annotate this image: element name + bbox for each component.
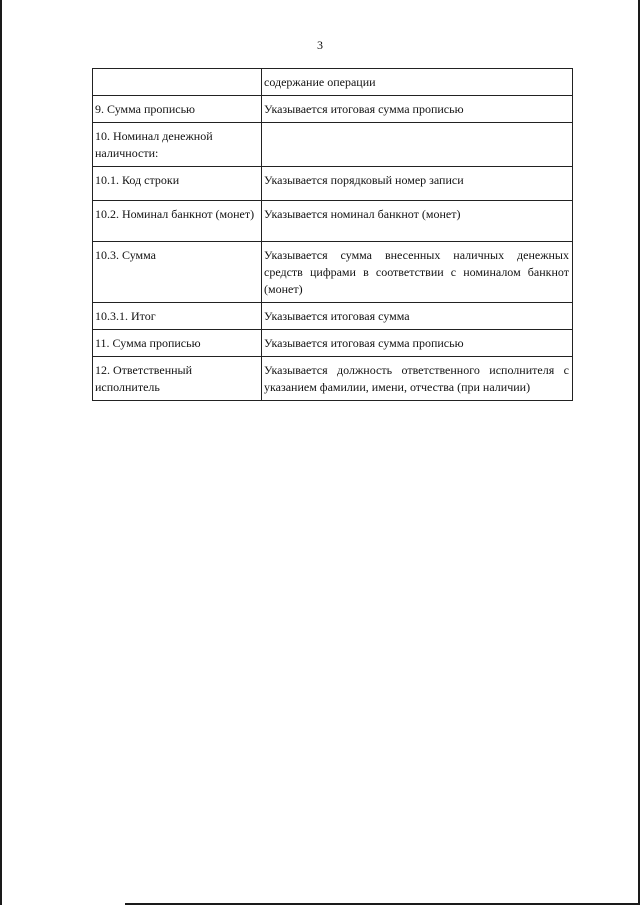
field-description-cell: Указывается итоговая сумма прописью [262, 330, 573, 357]
field-name-cell: 10.2. Номинал банкнот (монет) [93, 201, 262, 242]
table-row [93, 303, 573, 330]
field-description-cell: Указывается порядковый номер записи [262, 167, 573, 201]
table-row [93, 201, 573, 242]
table-row [93, 242, 573, 303]
fields-table [92, 68, 573, 401]
field-name-cell: 10.3.1. Итог [93, 303, 262, 330]
field-description-cell: Указывается номинал банкнот (монет) [262, 201, 573, 242]
table-row [93, 330, 573, 357]
field-description-cell: Указывается итоговая сумма прописью [262, 96, 573, 123]
table-row [93, 357, 573, 401]
scan-edge-left [0, 0, 2, 905]
field-description-cell: Указывается итоговая сумма [262, 303, 573, 330]
table-row [93, 167, 573, 201]
field-name-cell: 9. Сумма прописью [93, 96, 262, 123]
page-number: 3 [317, 38, 323, 52]
table-row [93, 123, 573, 167]
field-name-cell: 10.1. Код строки [93, 167, 262, 201]
field-name-cell [93, 69, 262, 96]
field-description-cell [262, 123, 573, 167]
field-description-cell: содержание операции [262, 69, 573, 96]
field-name-cell: 11. Сумма прописью [93, 330, 262, 357]
field-description-cell: Указывается должность ответственного исполнителя с указанием фамилии, имени, отчества (при наличии) [262, 357, 573, 401]
field-description-cell: Указывается сумма внесенных наличных денежных средств цифрами в соответствии с номиналом банкнот (монет) [262, 242, 573, 303]
field-name-cell: 10.3. Сумма [93, 242, 262, 303]
field-name-cell: 10. Номинал денежной наличности: [93, 123, 262, 167]
table-row [93, 96, 573, 123]
table-row [93, 69, 573, 96]
field-name-cell: 12. Ответственный исполнитель [93, 357, 262, 401]
